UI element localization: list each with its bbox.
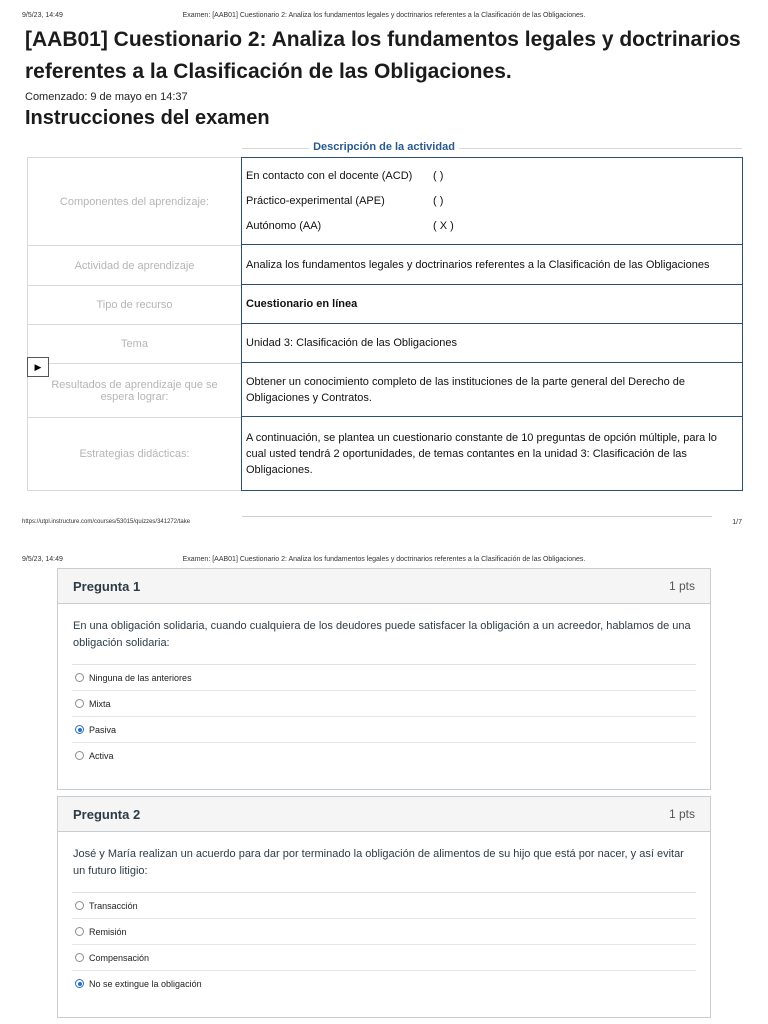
activity-label: Actividad de aprendizaje [27, 245, 241, 285]
answer-option[interactable] [72, 691, 696, 717]
answer-list [72, 664, 696, 768]
component-label: Práctico-experimental (APE) [246, 195, 385, 207]
component-mark: ( ) [433, 170, 444, 182]
answer-option[interactable] [72, 919, 696, 945]
component-label: Autónomo (AA) [246, 220, 322, 232]
component-mark: ( ) [433, 195, 444, 207]
answer-label: Mixta [89, 698, 111, 709]
radio-button[interactable] [75, 699, 84, 708]
question-card [57, 796, 711, 1018]
answer-label: Pasiva [89, 724, 117, 735]
table-caption [242, 141, 526, 153]
component-label: En contacto con el docente (ACD) [246, 170, 413, 182]
topic-value: Unidad 3: Clasificación de las Obligaciones [241, 324, 743, 363]
started-value: 9 de mayo en 14:37 [90, 91, 188, 103]
answer-label: Remisión [89, 926, 127, 937]
play-button[interactable] [27, 357, 49, 377]
answer-label: Transacción [89, 900, 138, 911]
started-info [25, 91, 188, 103]
component-row [246, 164, 738, 189]
radio-button[interactable] [75, 953, 84, 962]
quiz-title: [AAB01] Cuestionario 2: Analiza los fundamentos legales y doctrinarios referentes a la Clasificación de las Obligaciones. [25, 28, 741, 83]
radio-button[interactable] [75, 927, 84, 936]
footer-page-number: 1/7 [732, 519, 742, 526]
question-card [57, 568, 711, 790]
answer-list [72, 892, 696, 996]
answer-label: Compensación [89, 952, 150, 963]
question-title: Pregunta 2 [73, 806, 141, 822]
component-row [246, 189, 738, 214]
radio-button-checked[interactable] [75, 979, 84, 988]
question-header [58, 797, 710, 832]
play-icon: ▶ [34, 361, 42, 372]
components-cell [241, 157, 743, 245]
question-text: En una obligación solidaria, cuando cualquiera de los deudores puede satisfacer la obligación a un acreedor, hablamos de una obligación solidaria: [73, 620, 691, 649]
answer-option[interactable] [72, 945, 696, 971]
components-label: Componentes del aprendizaje: [27, 157, 241, 245]
instructions-heading: Instrucciones del examen [25, 107, 270, 129]
answer-label: Activa [89, 750, 114, 761]
answer-label: No se extingue la obligación [89, 978, 202, 989]
answer-option[interactable] [72, 743, 696, 768]
table-caption-text: Descripción de la actividad [309, 141, 459, 153]
question-points: 1 pts [668, 579, 695, 593]
footer-url: https://utpl.instructure.com/courses/53015/quizzes/341272/take [22, 519, 191, 525]
topic-label: Tema [27, 324, 241, 363]
component-mark: ( X ) [433, 220, 454, 232]
footer-divider [242, 516, 712, 517]
print-header-title: Examen: [AAB01] Cuestionario 2: Analiza los fundamentos legales y doctrinarios referentes a la Clasificación de las Obligaciones. [182, 12, 586, 19]
radio-button[interactable] [75, 901, 84, 910]
print-header-title: Examen: [AAB01] Cuestionario 2: Analiza los fundamentos legales y doctrinarios referentes a la Clasificación de las Obligaciones. [182, 556, 586, 563]
question-text: José y María realizan un acuerdo para dar por terminado la obligación de alimentos de su hijo que está por nacer, y así evitar un futuro litigio: [73, 848, 684, 877]
started-label: Comenzado: [25, 91, 88, 103]
print-date: 9/5/23, 14:49 [22, 556, 63, 563]
radio-button-checked[interactable] [75, 725, 84, 734]
question-header [58, 569, 710, 604]
answer-label: Ninguna de las anteriores [89, 672, 192, 683]
results-label: Resultados de aprendizaje que se espera lograr: [27, 363, 241, 417]
activity-value: Analiza los fundamentos legales y doctrinarios referentes a la Clasificación de las Obligaciones [241, 245, 743, 285]
answer-option[interactable] [72, 893, 696, 919]
component-row [246, 214, 738, 239]
results-value: Obtener un conocimiento completo de las instituciones de la parte general del Derecho de Obligaciones y Contratos. [241, 363, 743, 417]
strategies-label: Estrategias didácticas: [27, 417, 241, 491]
answer-option-selected[interactable] [72, 971, 696, 996]
question-points: 1 pts [668, 807, 695, 821]
answer-option-selected[interactable] [72, 717, 696, 743]
answer-option[interactable] [72, 665, 696, 691]
print-date: 9/5/23, 14:49 [22, 12, 63, 19]
resource-label: Tipo de recurso [27, 285, 241, 324]
radio-button[interactable] [75, 751, 84, 760]
resource-value: Cuestionario en línea [241, 285, 743, 324]
strategies-value: A continuación, se plantea un cuestionario constante de 10 preguntas de opción múltiple, para lo cual usted tendrá 2 oportunidades, de temas contantes en la unidad 3: Clasificación de las Obligaciones. [241, 417, 743, 491]
question-title: Pregunta 1 [73, 578, 141, 594]
radio-button[interactable] [75, 673, 84, 682]
